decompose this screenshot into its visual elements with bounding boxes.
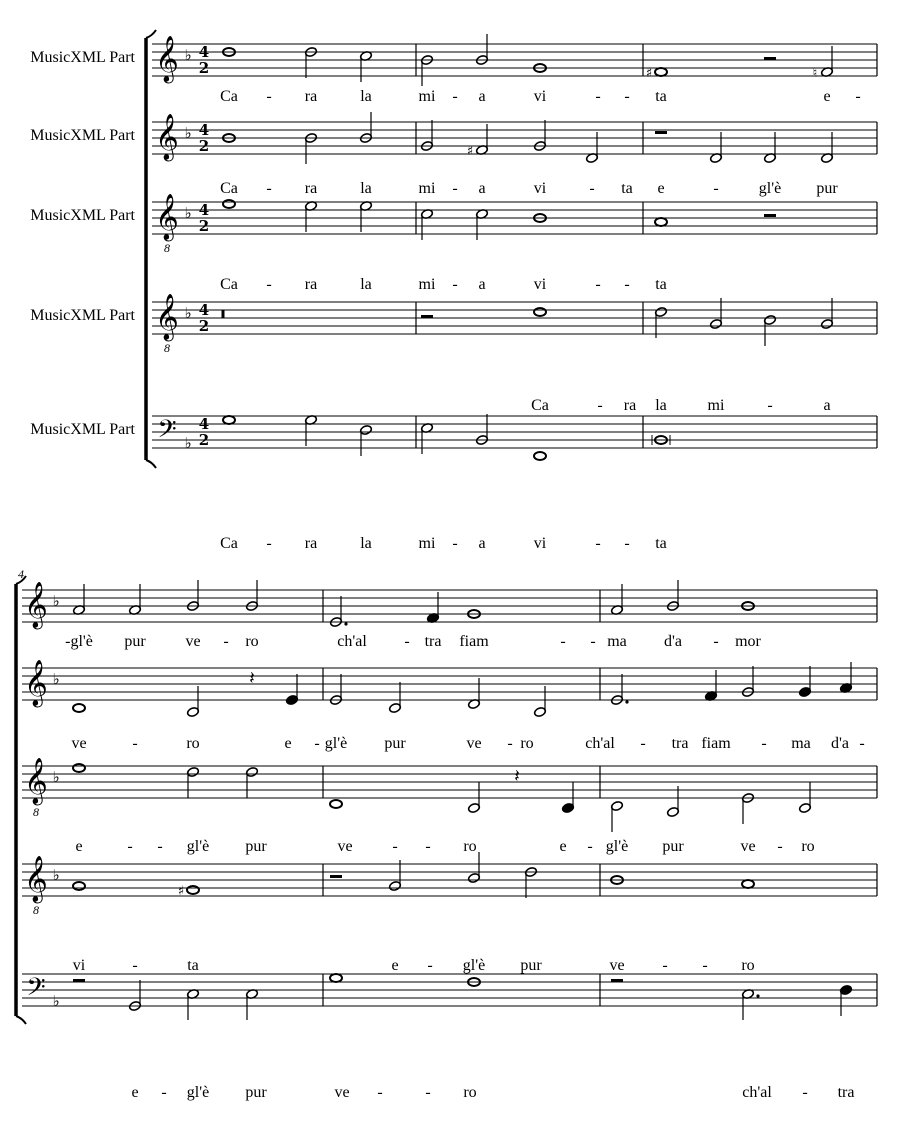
lyric-syllable: - — [427, 957, 433, 974]
quarter-rest: 𝄽 — [249, 668, 255, 689]
lyric-syllable: e — [131, 1084, 139, 1101]
lyric-syllable: ch'al — [742, 1084, 772, 1101]
lyric-syllable: ra — [623, 397, 637, 414]
note — [305, 201, 318, 232]
note — [360, 201, 373, 232]
lyric-syllable: ch'al — [337, 633, 367, 650]
note — [73, 882, 85, 890]
note — [421, 120, 434, 151]
lyric-syllable: ro — [463, 838, 477, 855]
lyric-syllable: ro — [520, 735, 534, 752]
lyric-syllable: a — [478, 88, 486, 105]
note — [360, 112, 373, 143]
lyric-syllable: - — [314, 735, 320, 752]
lyric-syllable: ve — [466, 735, 482, 752]
notehead — [223, 200, 235, 208]
treble-clef: 𝄞 — [155, 294, 179, 340]
lyric-syllable: ta — [655, 88, 667, 105]
note — [330, 674, 343, 705]
lyric-syllable: gl'è — [605, 838, 629, 855]
note — [742, 793, 755, 824]
note — [187, 580, 200, 611]
key-flat: ♭ — [52, 592, 60, 610]
note — [223, 200, 235, 208]
time-sig-bottom: 2 — [198, 317, 210, 335]
lyric-syllable: ch'al — [585, 735, 615, 752]
notehead — [223, 416, 235, 424]
key-flat: ♭ — [184, 204, 192, 222]
lyric-syllable: ta — [655, 276, 667, 293]
lyric-syllable: -gl'è — [65, 633, 93, 650]
note — [742, 666, 755, 697]
note — [710, 298, 723, 329]
note — [821, 46, 834, 77]
time-sig-bottom: 2 — [198, 217, 210, 235]
note — [305, 133, 318, 164]
lyric-syllable: - — [662, 957, 668, 974]
note — [305, 415, 318, 446]
note — [476, 34, 489, 65]
lyric-syllable: mi — [418, 276, 436, 293]
lyric-syllable: - — [595, 535, 601, 552]
note — [611, 674, 629, 705]
lyric-syllable: - — [377, 1084, 383, 1101]
note — [710, 132, 723, 163]
lyric-syllable: pur — [245, 838, 267, 855]
octave-mark: 8 — [164, 241, 170, 255]
lyric-syllable: a — [478, 276, 486, 293]
lyric-syllable: mi — [418, 535, 436, 552]
note — [73, 704, 85, 712]
lyric-syllable: - — [452, 276, 458, 293]
note — [305, 47, 318, 78]
lyric-syllable: - — [713, 180, 719, 197]
lyric-syllable: - — [266, 276, 272, 293]
lyric-syllable: ma — [791, 735, 811, 752]
part-name: MusicXML Part — [30, 421, 135, 438]
key-flat: ♭ — [52, 866, 60, 884]
octave-mark: 8 — [33, 805, 39, 819]
lyric-syllable: - — [266, 535, 272, 552]
note — [187, 886, 199, 894]
lyric-syllable: - — [266, 88, 272, 105]
note — [799, 666, 812, 697]
half-rest — [764, 57, 776, 60]
note — [187, 989, 200, 1020]
note — [73, 584, 86, 615]
note — [246, 580, 259, 611]
dot — [625, 700, 628, 703]
notehead — [330, 974, 342, 982]
notehead — [330, 800, 342, 808]
time-sig-top: 4 — [198, 415, 210, 433]
lyric-syllable: Ca — [220, 180, 238, 197]
lyric-syllable: ve — [185, 633, 201, 650]
note — [129, 980, 142, 1011]
note — [525, 867, 538, 898]
note — [468, 678, 481, 709]
lyric-syllable: Ca — [220, 276, 238, 293]
lyric-syllable: ta — [187, 957, 199, 974]
note — [534, 452, 546, 460]
lyric-syllable: - — [777, 838, 783, 855]
lyric-syllable: ve — [740, 838, 756, 855]
lyric-syllable: - — [452, 88, 458, 105]
lyric-syllable: Ca — [531, 397, 549, 414]
lyric-syllable: - — [590, 633, 596, 650]
lyric-syllable: ra — [304, 180, 318, 197]
key-flat: ♭ — [184, 46, 192, 64]
lyric-syllable: - — [157, 838, 163, 855]
lyric-syllable: mor — [735, 633, 761, 650]
note — [476, 209, 489, 240]
note — [655, 218, 667, 226]
staff — [22, 590, 877, 622]
notehead — [742, 880, 754, 888]
lyric-syllable: mi — [707, 397, 725, 414]
note — [389, 860, 402, 891]
lyric-syllable: - — [507, 735, 513, 752]
accidental: ♯ — [645, 66, 653, 81]
lyric-syllable: e — [391, 957, 399, 974]
note — [360, 51, 373, 82]
whole-rest — [421, 315, 433, 318]
dot — [344, 622, 347, 625]
lyric-syllable: ve — [334, 1084, 350, 1101]
lyric-syllable: - — [624, 88, 630, 105]
notehead — [655, 68, 667, 76]
note — [742, 989, 760, 1020]
lyric-syllable: - — [761, 735, 767, 752]
half-rest — [73, 979, 85, 982]
bracket-hook — [146, 460, 156, 468]
lyric-syllable: gl'è — [186, 1084, 210, 1101]
part-name: MusicXML Part — [30, 307, 135, 324]
note — [330, 800, 342, 808]
staff — [152, 202, 877, 234]
lyric-syllable: - — [855, 88, 861, 105]
lyric-syllable: - — [595, 88, 601, 105]
key-flat: ♭ — [184, 124, 192, 142]
note — [764, 315, 777, 346]
note — [840, 662, 853, 693]
part-name: MusicXML Part — [30, 207, 135, 224]
treble-clef: 𝄞 — [155, 114, 179, 160]
note — [586, 132, 599, 163]
note — [534, 686, 547, 717]
lyric-syllable: e — [284, 735, 292, 752]
treble-clef: 𝄞 — [155, 194, 179, 240]
lyric-syllable: fiam — [459, 633, 489, 650]
lyric-syllable: pur — [662, 838, 684, 855]
lyric-syllable: ve — [71, 735, 87, 752]
lyric-syllable: a — [478, 535, 486, 552]
lyric-syllable: ve — [337, 838, 353, 855]
lyric-syllable: gl'è — [324, 735, 348, 752]
part-name: MusicXML Part — [30, 49, 135, 66]
lyric-syllable: ro — [463, 1084, 477, 1101]
lyric-syllable: ta — [655, 535, 667, 552]
notehead — [73, 882, 85, 890]
lyric-syllable: ra — [304, 535, 318, 552]
key-flat: ♭ — [52, 768, 60, 786]
lyric-syllable: vi — [533, 276, 547, 293]
whole-rest — [764, 214, 776, 217]
key-flat: ♭ — [184, 304, 192, 322]
lyric-syllable: pur — [816, 180, 838, 197]
lyric-syllable: mi — [418, 180, 436, 197]
notehead — [73, 764, 85, 772]
note — [389, 682, 402, 713]
note — [667, 786, 680, 817]
lyric-syllable: pur — [520, 957, 542, 974]
key-flat: ♭ — [184, 434, 192, 452]
key-flat: ♭ — [52, 670, 60, 688]
lyric-syllable: - — [587, 838, 593, 855]
note — [330, 974, 342, 982]
lyric-syllable: - — [859, 735, 865, 752]
note — [129, 584, 142, 615]
lyric-syllable: la — [360, 276, 372, 293]
lyric-syllable: - — [392, 838, 398, 855]
notehead — [73, 704, 85, 712]
lyric-syllable: - — [404, 633, 410, 650]
lyric-syllable: - — [767, 397, 773, 414]
note — [611, 584, 624, 615]
lyric-syllable: - — [640, 735, 646, 752]
lyric-syllable: e — [657, 180, 665, 197]
quarter-rest: 𝄽 — [514, 766, 520, 787]
key-flat: ♭ — [52, 992, 60, 1010]
lyric-syllable: - — [452, 535, 458, 552]
note — [534, 120, 547, 151]
treble-clef: 𝄞 — [24, 758, 48, 804]
treble-clef: 𝄞 — [155, 36, 179, 82]
lyric-syllable: vi — [533, 180, 547, 197]
accidental: ♯ — [466, 144, 474, 159]
lyric-syllable: - — [452, 180, 458, 197]
half-rest — [330, 875, 342, 878]
lyric-syllable: - — [425, 1084, 431, 1101]
note — [742, 880, 754, 888]
lyric-syllable: Ca — [220, 88, 238, 105]
note — [468, 852, 481, 883]
lyric-syllable: vi — [533, 535, 547, 552]
lyric-syllable: - — [595, 276, 601, 293]
half-rest — [611, 979, 623, 982]
note — [73, 764, 85, 772]
notehead — [534, 308, 546, 316]
note — [534, 308, 546, 316]
note — [821, 132, 834, 163]
lyric-syllable: ta — [621, 180, 633, 197]
notehead — [534, 452, 546, 460]
bracket-hook — [16, 1016, 26, 1024]
lyric-syllable: ro — [741, 957, 755, 974]
lyric-syllable: e — [823, 88, 831, 105]
lyric-syllable: Ca — [220, 535, 238, 552]
lyric-syllable: vi — [72, 957, 86, 974]
lyric-syllable: gl'è — [758, 180, 782, 197]
lyric-syllable: - — [624, 535, 630, 552]
lyric-syllable: la — [360, 535, 372, 552]
lyric-syllable: - — [702, 957, 708, 974]
treble-clef: 𝄞 — [24, 856, 48, 902]
note — [421, 423, 434, 454]
lyric-syllable: ma — [607, 633, 627, 650]
lyric-syllable: pur — [384, 735, 406, 752]
accidental: ♮ — [812, 66, 818, 81]
note — [476, 124, 489, 155]
measure-number: 4 — [18, 567, 24, 581]
staff — [152, 416, 877, 448]
staff — [152, 302, 877, 334]
lyric-syllable: - — [560, 633, 566, 650]
note — [421, 55, 434, 86]
note — [840, 985, 853, 1016]
lyric-syllable: tra — [671, 735, 689, 752]
lyric-syllable: - — [127, 838, 133, 855]
dot — [756, 994, 759, 997]
lyric-syllable: - — [266, 180, 272, 197]
half-rest — [655, 131, 667, 134]
lyric-syllable: - — [597, 397, 603, 414]
staff — [152, 122, 877, 154]
lyric-syllable: la — [655, 397, 667, 414]
lyric-syllable: a — [823, 397, 831, 414]
lyric-syllable: a — [478, 180, 486, 197]
lyric-syllable: ro — [186, 735, 200, 752]
breve-rest — [222, 310, 225, 318]
lyric-syllable: - — [713, 633, 719, 650]
lyric-syllable: la — [360, 88, 372, 105]
note — [330, 596, 348, 627]
note — [246, 989, 259, 1020]
lyric-syllable: ro — [245, 633, 259, 650]
lyric-syllable: - — [802, 1084, 808, 1101]
note — [764, 132, 777, 163]
lyric-syllable: - — [161, 1084, 167, 1101]
lyric-syllable: tra — [424, 633, 442, 650]
lyric-syllable: - — [223, 633, 229, 650]
bass-clef: 𝄢 — [26, 973, 46, 1008]
time-sig-top: 4 — [198, 43, 210, 61]
octave-mark: 8 — [33, 903, 39, 917]
note — [286, 674, 299, 705]
lyric-syllable: e — [559, 838, 567, 855]
time-sig-top: 4 — [198, 301, 210, 319]
time-sig-bottom: 2 — [198, 59, 210, 77]
time-sig-bottom: 2 — [198, 137, 210, 155]
lyric-syllable: - — [589, 180, 595, 197]
notehead — [655, 218, 667, 226]
lyric-syllable: ve — [609, 957, 625, 974]
time-sig-top: 4 — [198, 201, 210, 219]
note — [421, 209, 434, 240]
lyric-syllable: - — [132, 957, 138, 974]
lyric-syllable: ra — [304, 88, 318, 105]
treble-clef: 𝄞 — [24, 660, 48, 706]
note — [223, 416, 235, 424]
note — [476, 414, 489, 445]
lyric-syllable: la — [360, 180, 372, 197]
lyric-syllable: pur — [124, 633, 146, 650]
note — [611, 801, 624, 832]
lyric-syllable: vi — [533, 88, 547, 105]
lyric-syllable: e — [75, 838, 83, 855]
note — [427, 592, 440, 623]
lyric-syllable: - — [132, 735, 138, 752]
note — [667, 580, 680, 611]
bass-clef: 𝄢 — [157, 415, 177, 450]
lyric-syllable: tra — [837, 1084, 855, 1101]
accidental: ♯ — [177, 884, 185, 899]
lyric-syllable: d'a — [831, 735, 849, 752]
part-name: MusicXML Part — [30, 127, 135, 144]
lyric-syllable: gl'è — [462, 957, 486, 974]
note — [187, 686, 200, 717]
note — [655, 307, 668, 338]
lyric-syllable: pur — [245, 1084, 267, 1101]
note — [705, 670, 718, 701]
lyric-syllable: ro — [801, 838, 815, 855]
lyric-syllable: d'a — [664, 633, 682, 650]
lyric-syllable: - — [624, 276, 630, 293]
time-sig-bottom: 2 — [198, 431, 210, 449]
note — [821, 298, 834, 329]
lyric-syllable: gl'è — [186, 838, 210, 855]
treble-clef: 𝄞 — [24, 582, 48, 628]
lyric-syllable: mi — [418, 88, 436, 105]
octave-mark: 8 — [164, 341, 170, 355]
note — [655, 68, 667, 76]
lyric-syllable: fiam — [701, 735, 731, 752]
notehead — [187, 886, 199, 894]
lyric-syllable: ra — [304, 276, 318, 293]
time-sig-top: 4 — [198, 121, 210, 139]
lyric-syllable: - — [425, 838, 431, 855]
